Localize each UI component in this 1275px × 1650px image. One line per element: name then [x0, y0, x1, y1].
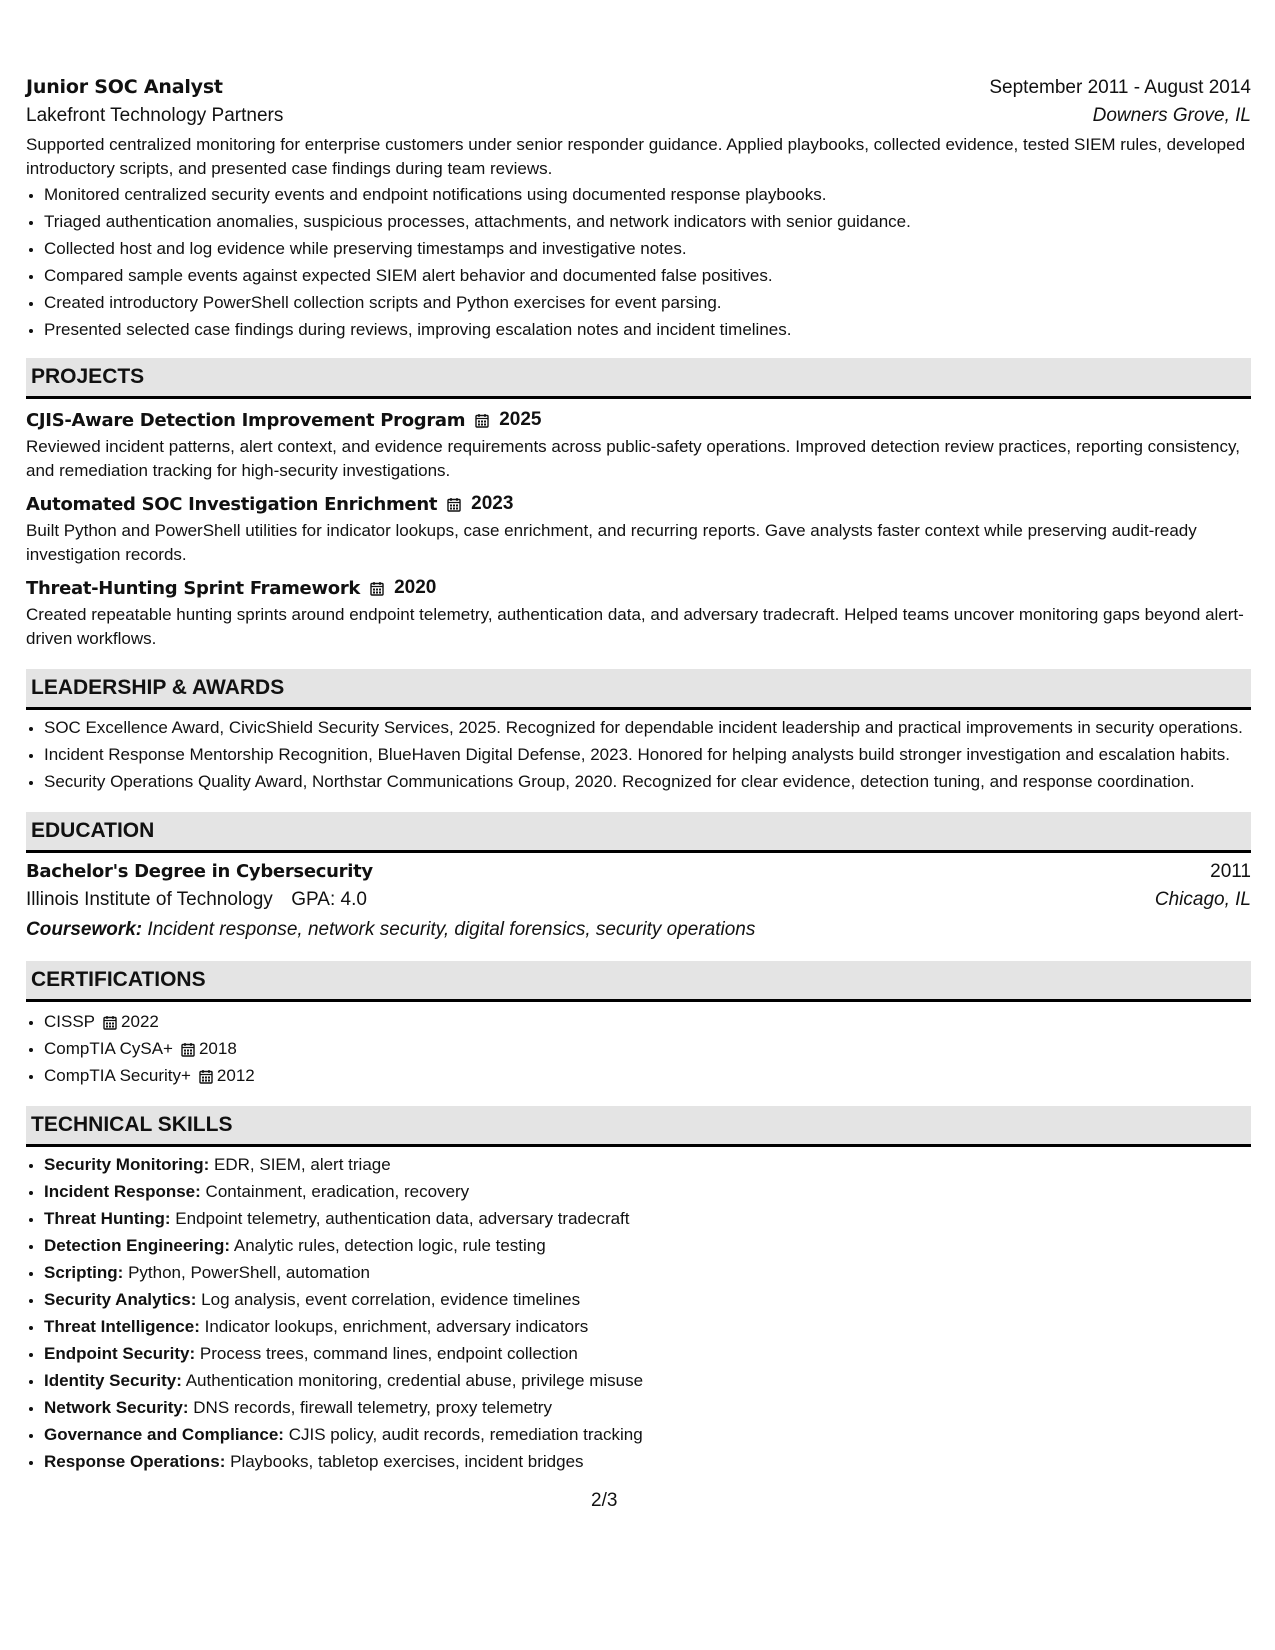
calendar-icon: [181, 1042, 195, 1057]
skill-value: Process trees, command lines, endpoint collection: [199, 1344, 578, 1363]
skill-label: Incident Response:: [44, 1182, 201, 1201]
skill-label: Security Monitoring:: [44, 1155, 210, 1174]
skill-value: Endpoint telemetry, authentication data, adversary tradecraft: [175, 1209, 630, 1228]
skill-value: Authentication monitoring, credential abuse, privilege misuse: [185, 1371, 644, 1390]
skill-label: Response Operations:: [44, 1452, 226, 1471]
skill-value: Containment, eradication, recovery: [205, 1182, 470, 1201]
list-item: [44, 1342, 1251, 1366]
project-year: 2023: [471, 493, 514, 514]
section-header-education: [26, 812, 1251, 853]
calendar-icon: [475, 413, 489, 428]
list-item: • Compared sample events against expected SIEM alert behavior and documented false positives.: [44, 264, 1251, 288]
section-title: CERTIFICATIONS: [31, 968, 206, 991]
project-name: Threat-Hunting Sprint Framework: [26, 577, 361, 599]
degree-name: Bachelor's Degree in Cybersecurity: [26, 861, 373, 882]
skill-label: Governance and Compliance:: [44, 1425, 284, 1444]
list-item: [44, 1207, 1251, 1231]
section-header-skills: [26, 1106, 1251, 1147]
project-description: Created repeatable hunting sprints around endpoint telemetry, authentication data, and adversary tradecraft. Helped teams uncover monitoring gaps beyond alert-driven workflows.: [26, 605, 1244, 648]
list-item: • SOC Excellence Award, CivicShield Security Services, 2025. Recognized for dependable incident leadership and practical improvements in security operations.: [44, 716, 1251, 740]
calendar-icon: [370, 581, 384, 596]
school-location: Chicago, IL: [1154, 889, 1251, 910]
list-item: [44, 1261, 1251, 1285]
section-header-certifications: [26, 961, 1251, 1002]
page-number: 2/3: [591, 1490, 618, 1511]
coursework: [26, 919, 1251, 941]
list-item: • Incident Response Mentorship Recognition, BlueHaven Digital Defense, 2023. Honored for helping analysts build stronger investigation and escalation habits.: [44, 743, 1251, 767]
list-item: [44, 1180, 1251, 1204]
school-name: Illinois Institute of Technology: [26, 889, 273, 910]
certification-name: • CompTIA CySA+: [44, 1039, 173, 1058]
skill-value: CJIS policy, audit records, remediation tracking: [288, 1425, 643, 1444]
project-entry: [26, 409, 1251, 483]
skill-label: Endpoint Security:: [44, 1344, 196, 1363]
job-bullets: [26, 183, 1251, 342]
list-item: [44, 1037, 1251, 1061]
list-item: [44, 1450, 1251, 1474]
job-summary: Supported centralized monitoring for enterprise customers under senior responder guidance. Applied playbooks, collected evidence, tested SIEM rules, developed introductory scripts, and presented case findings during team reviews.: [26, 135, 1246, 178]
skill-value: EDR, SIEM, alert triage: [214, 1155, 391, 1174]
skill-label: Detection Engineering:: [44, 1236, 231, 1255]
list-item: [44, 1153, 1251, 1177]
skill-value: DNS records, firewall telemetry, proxy telemetry: [193, 1398, 552, 1417]
list-item: [44, 1288, 1251, 1312]
list-item: • Created introductory PowerShell collection scripts and Python exercises for event parsing.: [44, 291, 1251, 315]
skill-label: Security Analytics:: [44, 1290, 197, 1309]
certification-name: • CISSP: [44, 1012, 96, 1031]
project-description: Reviewed incident patterns, alert context, and evidence requirements across public-safety operations. Improved detection review practices, reporting consistency, and remediation tracking for high-security investigations.: [26, 437, 1240, 480]
leadership-list: [26, 716, 1251, 794]
list-item: • Monitored centralized security events and endpoint notifications using documented response playbooks.: [44, 183, 1251, 207]
job-dates: September 2011 - August 2014: [989, 77, 1251, 98]
skill-label: Threat Hunting:: [44, 1209, 171, 1228]
skill-label: Threat Intelligence:: [44, 1317, 200, 1336]
skill-value: Log analysis, event correlation, evidence timelines: [201, 1290, 581, 1309]
skill-value: Playbooks, tabletop exercises, incident bridges: [230, 1452, 584, 1471]
skill-label: Network Security:: [44, 1398, 189, 1417]
certification-list: [26, 1010, 1251, 1088]
project-description: Built Python and PowerShell utilities for indicator lookups, case enrichment, and recurring reports. Gave analysts faster context while preserving audit-ready investigation records.: [26, 521, 1197, 564]
list-item: [44, 1010, 1251, 1034]
skill-value: Python, PowerShell, automation: [128, 1263, 370, 1282]
experience-entry: [26, 76, 1251, 342]
skill-label: Identity Security:: [44, 1371, 182, 1390]
company-name: Lakefront Technology Partners: [26, 105, 284, 126]
project-name: CJIS-Aware Detection Improvement Program: [26, 409, 466, 431]
section-title: LEADERSHIP & AWARDS: [31, 676, 285, 699]
project-year: 2020: [394, 577, 437, 598]
skill-value: Indicator lookups, enrichment, adversary indicators: [204, 1317, 589, 1336]
certification-year: 2018: [198, 1039, 237, 1058]
section-title: PROJECTS: [31, 365, 145, 388]
list-item: • Presented selected case findings during reviews, improving escalation notes and incident timelines.: [44, 318, 1251, 342]
calendar-icon: [199, 1069, 213, 1084]
certification-year: 2022: [121, 1012, 159, 1031]
certification-name: • CompTIA Security+: [44, 1066, 191, 1085]
list-item: [44, 1423, 1251, 1447]
resume-page: [26, 76, 1251, 1477]
graduation-year: 2011: [1210, 861, 1251, 882]
list-item: [44, 1064, 1251, 1088]
section-title: EDUCATION: [31, 819, 155, 842]
project-entry: [26, 493, 1251, 567]
section-title: TECHNICAL SKILLS: [31, 1113, 233, 1136]
project-entry: [26, 577, 1251, 651]
list-item: [44, 1315, 1251, 1339]
list-item: [44, 1234, 1251, 1258]
skills-list: [26, 1153, 1251, 1474]
certification-year: 2012: [216, 1066, 255, 1085]
coursework-value: Incident response, network security, digital forensics, security operations: [147, 919, 756, 940]
skill-label: Scripting:: [44, 1263, 124, 1282]
gpa: GPA: 4.0: [291, 889, 367, 910]
project-year: 2025: [499, 409, 542, 430]
project-name: Automated SOC Investigation Enrichment: [26, 493, 438, 515]
list-item: • Collected host and log evidence while preserving timestamps and investigative notes.: [44, 237, 1251, 261]
list-item: [44, 1369, 1251, 1393]
section-header-leadership: [26, 669, 1251, 710]
list-item: [44, 1396, 1251, 1420]
list-item: • Triaged authentication anomalies, suspicious processes, attachments, and network indicators with senior guidance.: [44, 210, 1251, 234]
education-entry: [26, 861, 1251, 941]
coursework-label: Coursework:: [26, 919, 143, 940]
section-header-projects: [26, 358, 1251, 399]
job-title: Junior SOC Analyst: [26, 76, 223, 98]
list-item: • Security Operations Quality Award, Northstar Communications Group, 2020. Recognized for clear evidence, detection tuning, and response coordination.: [44, 770, 1251, 794]
job-location: Downers Grove, IL: [1092, 105, 1251, 126]
calendar-icon: [103, 1015, 117, 1030]
skill-value: Analytic rules, detection logic, rule testing: [233, 1236, 546, 1255]
calendar-icon: [447, 497, 461, 512]
